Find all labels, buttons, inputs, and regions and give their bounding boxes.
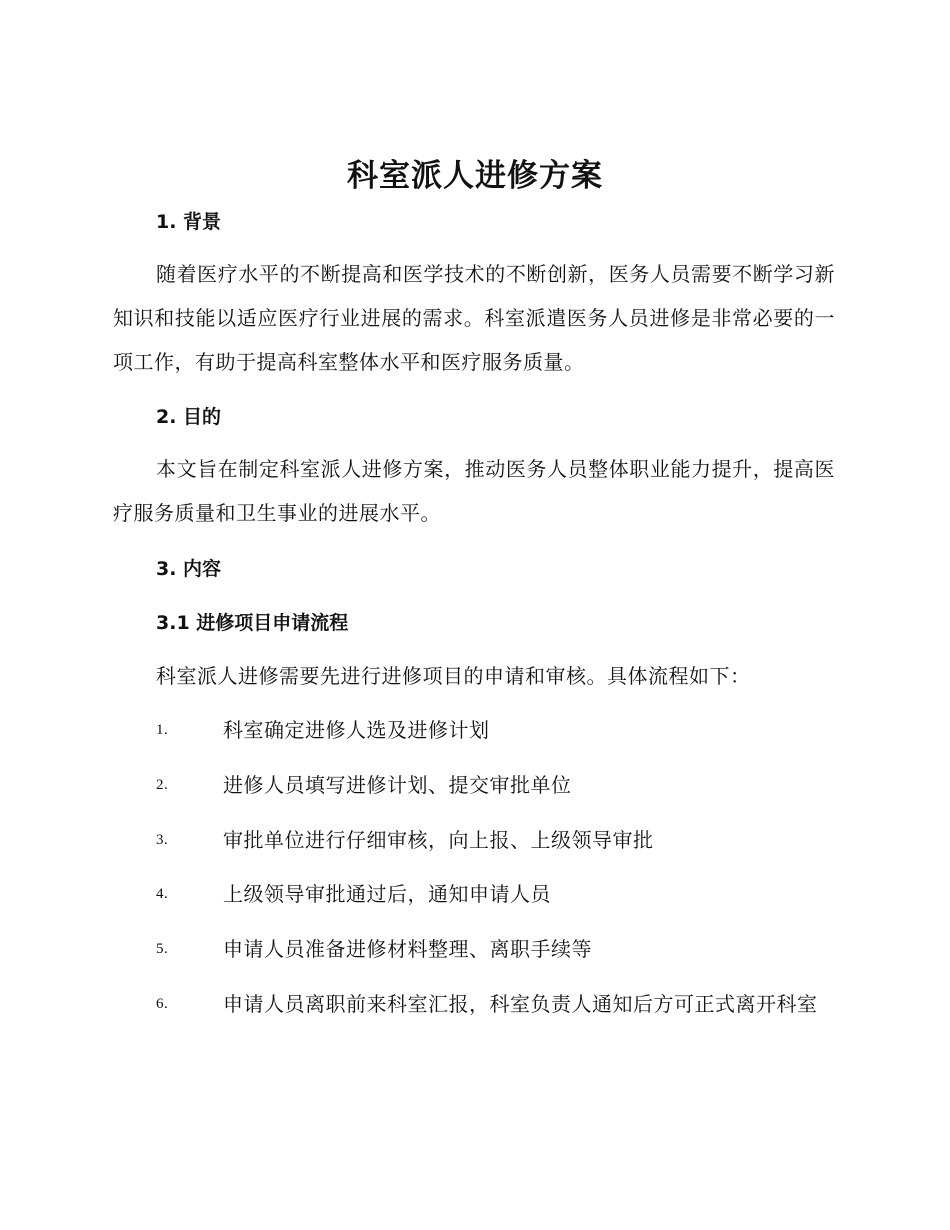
list-number: 5. bbox=[156, 941, 169, 957]
section-heading-application: 3.1 进修项目申请流程 bbox=[156, 612, 349, 634]
list-text: 审批单位进行仔细审核，向上报、上级领导审批 bbox=[223, 828, 654, 852]
list-text: 申请人员离职前来科室汇报，科室负责人通知后方可正式离开科室 bbox=[223, 992, 818, 1016]
list-text: 科室确定进修人选及进修计划 bbox=[223, 718, 490, 742]
list-item bbox=[113, 763, 835, 807]
list-text: 进修人员填写进修计划、提交审批单位 bbox=[223, 773, 572, 797]
background-paragraph: 随着医疗水平的不断提高和医学技术的不断创新，医务人员需要不断学习新知识和技能以适应医疗行业进展的需求。科室派遣医务人员进修是非常必要的一项工作，有助于提高科室整体水平和医疗服务质量。 bbox=[113, 262, 835, 374]
list-number: 2. bbox=[156, 777, 169, 793]
list-item bbox=[113, 982, 835, 1026]
purpose-paragraph: 本文旨在制定科室派人进修方案，推动医务人员整体职业能力提升，提高医疗服务质量和卫生事业的进展水平。 bbox=[113, 457, 835, 525]
section-heading-background: 1. 背景 bbox=[156, 211, 222, 233]
list-text: 上级领导审批通过后，通知申请人员 bbox=[223, 882, 551, 906]
document-title: 科室派人进修方案 bbox=[347, 158, 603, 194]
section-heading-purpose: 2. 目的 bbox=[156, 406, 222, 428]
list-number: 4. bbox=[156, 886, 169, 902]
list-item bbox=[113, 872, 835, 916]
list-number: 3. bbox=[156, 832, 169, 848]
list-item bbox=[113, 708, 835, 752]
list-number: 1. bbox=[156, 722, 169, 738]
list-text: 申请人员准备进修材料整理、离职手续等 bbox=[223, 937, 592, 961]
list-number: 6. bbox=[156, 996, 169, 1012]
application-intro: 科室派人进修需要先进行进修项目的申请和审核。具体流程如下： bbox=[156, 664, 751, 688]
list-item bbox=[113, 818, 835, 862]
section-heading-content: 3. 内容 bbox=[156, 558, 222, 580]
list-item bbox=[113, 927, 835, 971]
